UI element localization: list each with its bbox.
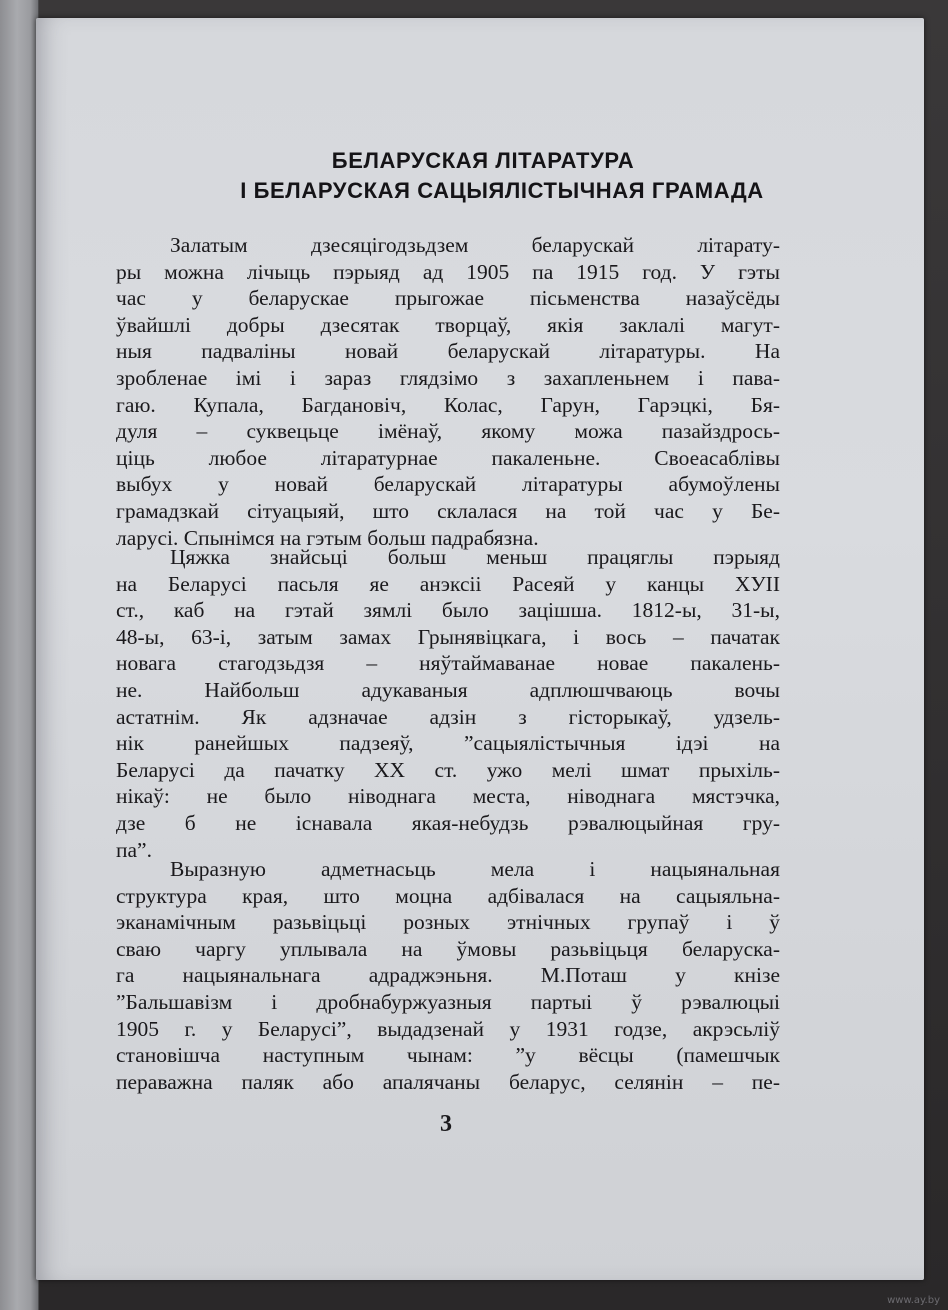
text-line: ры можна лічыць пэрыяд ад 1905 па 1915 год. У гэты (116, 259, 780, 284)
text-line: 48-ы, 63-і, затым замах Грынявіцкага, і вось – пачатак (116, 624, 780, 649)
text-line: Цяжка знайсьці больш меньш працяглы пэрыяд (170, 545, 780, 569)
text-line: пераважна паляк або апалячаны беларус, селянін – пе- (116, 1069, 780, 1094)
text-line: па”. (116, 837, 152, 862)
text-line: Выразную адметнасьць мела і нацыянальная (170, 857, 780, 881)
text-line: новага стагодзьдзя – няўтаймаванае новае пакалень- (116, 651, 780, 676)
paragraph-2 (116, 544, 780, 863)
text-line: дуля – суквецьце імёнаў, якому можа пазайздрось- (116, 419, 780, 444)
text-line: 1905 г. у Беларусі”, выдадзенай у 1931 годзе, акрэсьліў (116, 1016, 780, 1041)
text-line: выбух у новай беларускай літаратуры абумоўлены (116, 472, 780, 497)
text-line: Беларусі да пачатку ХХ ст. ужо мелі шмат прыхіль- (116, 757, 780, 782)
text-line: ларусі. Спынімся на гэтым больш падрабязна. (116, 525, 539, 550)
text-line: час у беларускае прыгожае пісьменства назаўсёды (116, 286, 780, 311)
text-line: грамадзкай сітуацыяй, што склалася на той час у Бе- (116, 498, 780, 523)
text-line: ціць любое літаратурнае пакаленьне. Своеасаблівы (116, 445, 780, 470)
text-line: ”Бальшавізм і дробнабуржуазныя партыі ў рэвалюцыі (116, 989, 780, 1014)
chapter-title-line-1: БЕЛАРУСКАЯ ЛІТАРАТУРА (331, 148, 635, 173)
text-line: становішча наступным чынам: ”у вёсцы (памешчык (116, 1043, 780, 1068)
page-number: 3 (440, 1111, 452, 1137)
watermark: www.ay.by (887, 1295, 940, 1306)
text-line: не. Найбольш адукаваныя адплюшчваюць вочы (116, 677, 780, 702)
text-line: ст., каб на гэтай зямлі было зацішша. 1812-ы, 31-ы, (116, 598, 780, 623)
text-line: эканамічным разьвіцьці розных этнічных групаў і ў (116, 910, 780, 935)
text-line: Залатым дзесяцігодзьдзем беларускай літарату- (170, 233, 780, 257)
left-page-edge (0, 0, 39, 1310)
chapter-title (36, 146, 924, 206)
paragraph-3 (116, 856, 780, 1095)
text-line: гаю. Купала, Багдановіч, Колас, Гарун, Гарэцкі, Бя- (116, 392, 780, 417)
chapter-title-line-2: І БЕЛАРУСКАЯ САЦЫЯЛІСТЫЧНАЯ ГРАМАДА (240, 178, 764, 203)
text-line: дзе б не існавала якая-небудзь рэвалюцыйная гру- (116, 810, 780, 835)
text-line: астатнім. Як адзначае адзін з гісторыкаў, удзель- (116, 704, 780, 729)
text-line: на Беларусі пасьля яе анэксіі Расеяй у канцы ХУІІ (116, 571, 780, 596)
text-line: ўвайшлі добры дзесятак творцаў, якія заклалі магут- (116, 312, 780, 337)
text-line: ныя падваліны новай беларускай літаратуры. На (116, 339, 780, 364)
text-line: структура края, што моцна адбівалася на сацыяльна- (116, 883, 780, 908)
text-line: зробленае імі і зараз глядзімо з захапленьнем і пава- (116, 365, 780, 390)
text-line: нікаў: не было ніводнага места, ніводнага мястэчка, (116, 784, 780, 809)
text-line: нік ранейшых падзеяў, ”сацыялістычныя ідэі на (116, 731, 780, 756)
text-line: сваю чаргу уплывала на ўмовы разьвіцьця беларуска- (116, 936, 780, 961)
paragraph-1 (116, 232, 780, 551)
text-line: га нацыянальнага адраджэньня. М.Поташ у кнізе (116, 963, 780, 988)
